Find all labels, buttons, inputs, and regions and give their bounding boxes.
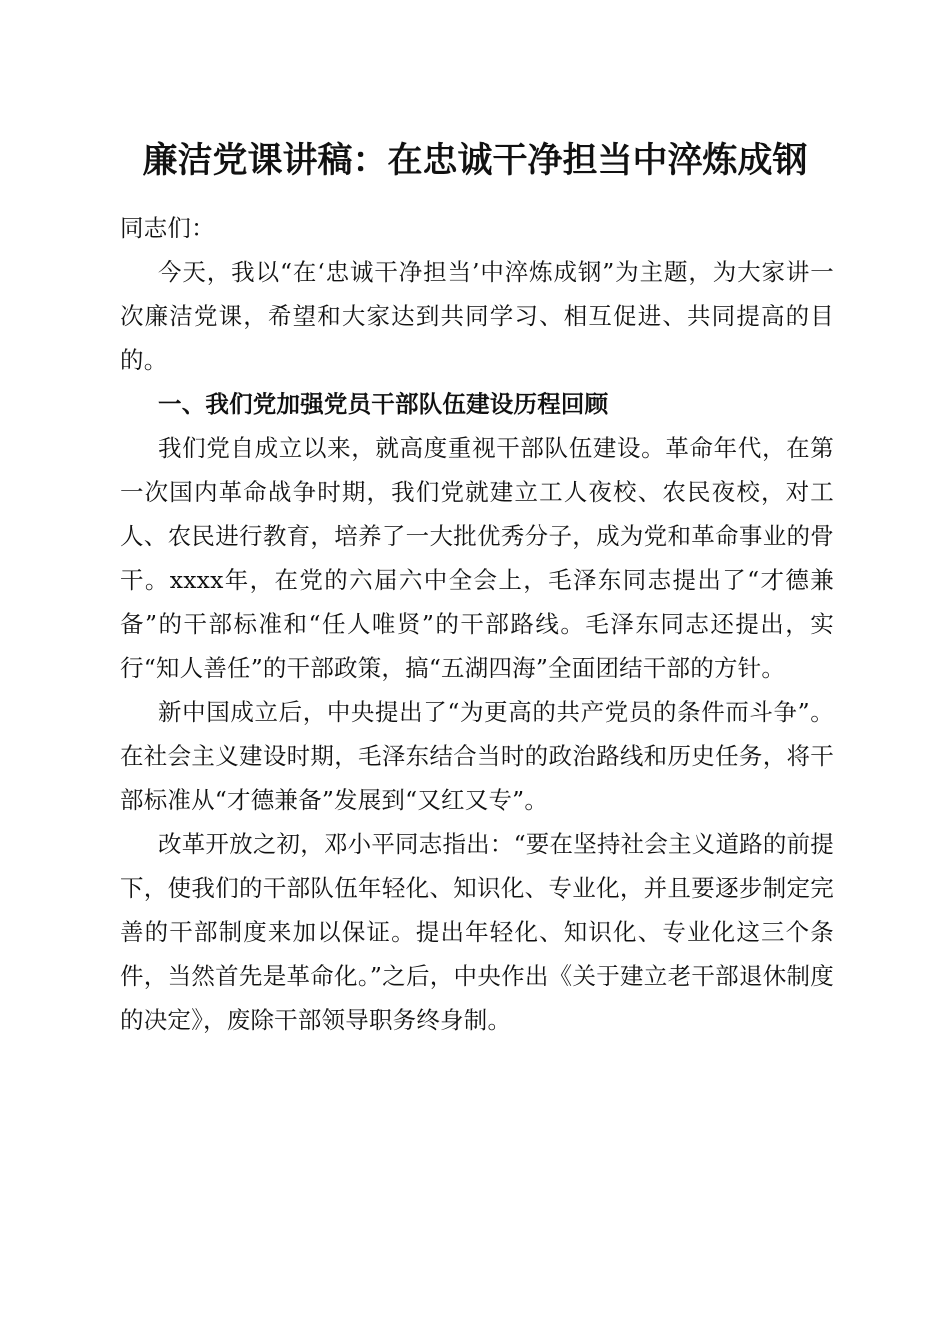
body-paragraph-3: 改革开放之初，邓小平同志指出：“要在坚持社会主义道路的前提下，使我们的干部队伍年轻化、知识化、专业化，并且要逐步制定完善的干部制度来加以保证。提出年轻化、知识化、专业化这三个条件，当然首先是革命化。”之后，中央作出《关于建立老干部退休制度的决定》，废除干部领导职务终身制。 bbox=[120, 830, 834, 1034]
section-heading: 一、我们党加强党员干部队伍建设历程回顾 bbox=[158, 390, 609, 418]
salutation: 同志们： bbox=[120, 214, 215, 242]
body-paragraph-2: 新中国成立后，中央提出了“为更高的共产党员的条件而斗争”。在社会主义建设时期，毛泽东结合当时的政治路线和历史任务，将干部标准从“才德兼备”发展到“又红又专”。 bbox=[120, 698, 834, 814]
document-title: 廉洁党课讲稿：在忠诚干净担当中淬炼成钢 bbox=[142, 140, 808, 181]
intro-paragraph: 今天，我以“在‘忠诚干净担当’中淬炼成钢”为主题，为大家讲一次廉洁党课，希望和大家达到共同学习、相互促进、共同提高的目的。 bbox=[120, 258, 834, 374]
body-paragraph-1: 我们党自成立以来，就高度重视干部队伍建设。革命年代，在第一次国内革命战争时期，我们党就建立工人夜校、农民夜校，对工人、农民进行教育，培养了一大批优秀分子，成为党和革命事业的骨干。xxxx年，在党的六届六中全会上，毛泽东同志提出了“才德兼备”的干部标准和“任人唯贤”的干部路线。毛泽东同志还提出，实行“知人善任”的干部政策，搞“五湖四海”全面团结干部的方针。 bbox=[120, 434, 834, 682]
document-body bbox=[120, 206, 834, 1042]
